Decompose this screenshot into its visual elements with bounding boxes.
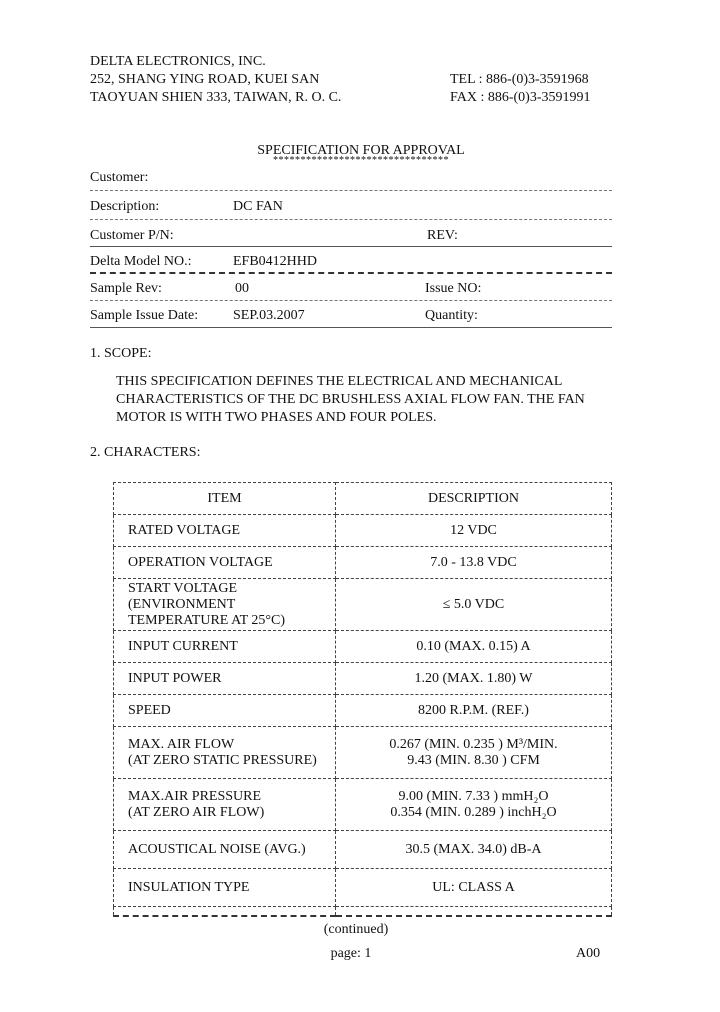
rev-label: REV: [427, 228, 458, 243]
table-row [114, 779, 612, 831]
characters-table [113, 482, 612, 917]
row-item: INSULATION TYPE [114, 869, 336, 907]
title-underline-stars: ******************************** [273, 155, 449, 166]
row-item-line: (AT ZERO STATIC PRESSURE) [128, 752, 317, 768]
model-label: Delta Model NO.: [90, 254, 192, 269]
scope-paragraph [116, 373, 585, 427]
divider [90, 246, 612, 247]
row-item-line: MAX.AIR PRESSURE [128, 788, 262, 804]
company-tel: TEL : 886-(0)3-3591968 [450, 72, 589, 87]
table-row [114, 547, 612, 579]
divider [90, 190, 612, 191]
company-name: DELTA ELECTRONICS, INC. [90, 54, 266, 69]
sample-rev-value: 00 [235, 281, 249, 296]
row-item [114, 779, 336, 831]
table-row [114, 515, 612, 547]
divider [90, 272, 612, 274]
table-row [114, 579, 612, 631]
description-label: Description: [90, 199, 160, 214]
row-description: 8200 R.P.M. (REF.) [336, 695, 612, 727]
company-fax: FAX : 886-(0)3-3591991 [450, 90, 591, 105]
document-code: A00 [576, 946, 601, 961]
table-continuation-cell [336, 907, 612, 917]
row-description-line: 0.354 (MIN. 0.289 ) inchH₂O [390, 804, 557, 820]
row-description: 30.5 (MAX. 34.0) dB-A [336, 831, 612, 869]
row-description [336, 727, 612, 779]
row-item: RATED VOLTAGE [114, 515, 336, 547]
scope-line: THIS SPECIFICATION DEFINES THE ELECTRICAL AND MECHANICAL [116, 374, 563, 389]
table-row [114, 695, 612, 727]
scope-heading: 1. SCOPE: [90, 346, 152, 361]
table-header-row [114, 483, 612, 515]
sample-rev-label: Sample Rev: [90, 281, 162, 296]
table-continuation-cell [114, 907, 336, 917]
quantity-label: Quantity: [425, 308, 478, 323]
company-address-line1: 252, SHANG YING ROAD, KUEI SAN [90, 72, 320, 87]
table-row [114, 869, 612, 907]
divider [90, 219, 612, 220]
divider [90, 327, 612, 328]
issue-date-value: SEP.03.2007 [233, 308, 305, 323]
company-address-line2: TAOYUAN SHIEN 333, TAIWAN, R. O. C. [90, 90, 342, 105]
table-row [114, 631, 612, 663]
row-item-line: MAX. AIR FLOW [128, 736, 235, 752]
customer-pn-label: Customer P/N: [90, 228, 174, 243]
row-item-line: START VOLTAGE (ENVIRONMENT [128, 580, 238, 612]
row-item: ACOUSTICAL NOISE (AVG.) [114, 831, 336, 869]
row-item-line: TEMPERATURE AT 25°C) [128, 612, 286, 628]
row-description: 0.10 (MAX. 0.15) A [336, 631, 612, 663]
row-description-line: 0.267 (MIN. 0.235 ) M³/MIN. [389, 736, 558, 752]
row-description-line: 9.00 (MIN. 7.33 ) mmH₂O [398, 788, 549, 804]
row-item [114, 727, 336, 779]
page-number: page: 1 [330, 946, 372, 961]
divider [90, 300, 612, 301]
scope-line: MOTOR IS WITH TWO PHASES AND FOUR POLES. [116, 410, 437, 425]
model-value: EFB0412HHD [233, 254, 318, 269]
table-row [114, 831, 612, 869]
table-continuation-row [114, 907, 612, 917]
row-description: 7.0 - 13.8 VDC [336, 547, 612, 579]
table-row [114, 727, 612, 779]
issue-date-label: Sample Issue Date: [90, 308, 199, 323]
row-description: ≤ 5.0 VDC [336, 579, 612, 631]
table-row [114, 663, 612, 695]
row-description-line: 9.43 (MIN. 8.30 ) CFM [407, 752, 540, 768]
row-description [336, 779, 612, 831]
scope-line: CHARACTERISTICS OF THE DC BRUSHLESS AXIAL FLOW FAN. THE FAN [116, 392, 585, 407]
row-item: INPUT POWER [114, 663, 336, 695]
continued-label: (continued) [323, 922, 389, 937]
issue-no-label: Issue NO: [425, 281, 482, 296]
row-description: 1.20 (MAX. 1.80) W [336, 663, 612, 695]
customer-label: Customer: [90, 170, 149, 185]
header-item: ITEM [114, 483, 336, 515]
row-item: SPEED [114, 695, 336, 727]
description-value: DC FAN [233, 199, 283, 214]
row-item [114, 579, 336, 631]
row-description: 12 VDC [336, 515, 612, 547]
page-title: SPECIFICATION FOR APPROVAL [257, 143, 465, 158]
characters-heading: 2. CHARACTERS: [90, 445, 201, 460]
row-description: UL: CLASS A [336, 869, 612, 907]
row-item: OPERATION VOLTAGE [114, 547, 336, 579]
row-item-line: (AT ZERO AIR FLOW) [128, 804, 265, 820]
row-item: INPUT CURRENT [114, 631, 336, 663]
header-description: DESCRIPTION [336, 483, 612, 515]
